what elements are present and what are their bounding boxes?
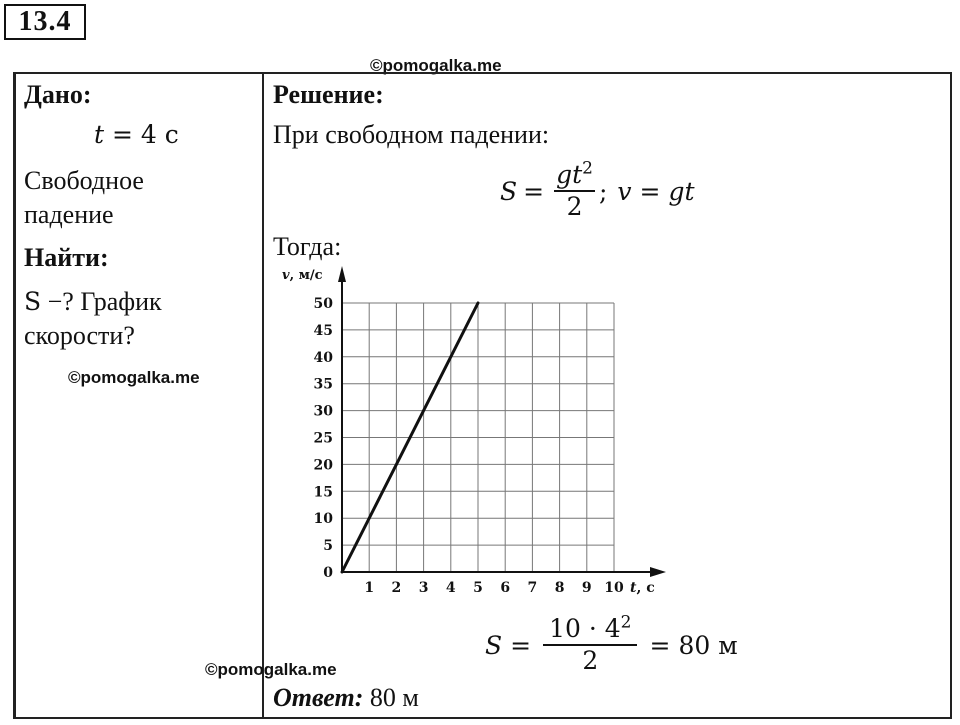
column-divider <box>262 72 264 719</box>
formula-sep: ; <box>598 176 608 206</box>
result-numerator <box>543 614 637 646</box>
formula-denominator: 2 <box>566 192 583 221</box>
y-tick-label: 45 <box>313 322 333 339</box>
x-tick-label: 4 <box>445 580 456 596</box>
chart-axis-labels <box>282 268 655 596</box>
solution-then: Тогда: <box>273 232 342 261</box>
result-eq: = <box>510 630 532 660</box>
y-tick-label: 10 <box>313 511 333 528</box>
result-lhs: S <box>485 630 503 660</box>
result-num-exp: 2 <box>620 612 632 633</box>
y-tick-label: 15 <box>313 484 333 501</box>
x-tick-label: 5 <box>473 580 483 596</box>
x-axis-label: t, с <box>630 580 655 596</box>
answer-label: Ответ: <box>273 683 364 712</box>
result-fraction <box>543 614 637 676</box>
x-tick-label: 8 <box>554 580 565 596</box>
formula-lhs: S <box>500 176 518 206</box>
time-unit: с <box>164 120 179 149</box>
answer-value: 80 м <box>363 683 419 712</box>
chart-tick-labels <box>314 296 624 596</box>
y-axis-label: v, м/с <box>282 268 323 283</box>
result-denominator: 2 <box>582 646 599 675</box>
formula-num-exp: 2 <box>582 158 593 179</box>
x-tick-label: 10 <box>604 580 624 596</box>
solution-intro: При свободном падении: <box>273 120 550 149</box>
y-tick-label: 30 <box>313 403 333 420</box>
problem-number: 13.4 <box>4 4 86 40</box>
y-tick-label: 35 <box>313 376 333 393</box>
x-tick-label: 6 <box>500 580 511 596</box>
formula-v-rhs: gt <box>668 176 695 206</box>
formula-num-base: gt <box>556 160 583 189</box>
y-tick-label: 50 <box>313 296 333 312</box>
x-tick-label: 2 <box>391 580 402 596</box>
answer-line <box>273 683 419 713</box>
solution-heading: Решение: <box>273 80 384 109</box>
y-tick-label: 25 <box>313 430 333 447</box>
given-condition-line2: падение <box>24 200 114 229</box>
watermark-left: ©pomogalka.me <box>68 368 200 387</box>
formula-v-eq: = <box>639 176 661 206</box>
given-time <box>94 120 179 150</box>
chart-axes <box>338 266 666 577</box>
watermark-bottom: ©pomogalka.me <box>205 660 337 679</box>
given-heading: Дано: <box>24 80 92 109</box>
find-line1 <box>24 287 162 317</box>
formula-free-fall <box>500 152 695 230</box>
result-eq2: = <box>649 630 671 660</box>
y-axis-arrow-icon <box>338 266 346 282</box>
time-eq: = <box>112 120 133 149</box>
formula-numerator <box>554 160 595 192</box>
chart-grid <box>342 303 614 572</box>
result-num-base: 10 · 4 <box>549 614 621 643</box>
find-line2: скорости? <box>24 321 135 350</box>
x-tick-label: 7 <box>527 580 538 596</box>
x-tick-label: 9 <box>581 580 592 596</box>
x-axis-arrow-icon <box>650 567 666 577</box>
result-value: 80 м <box>678 630 738 660</box>
formula-fraction <box>554 160 595 222</box>
velocity-chart <box>270 262 690 602</box>
x-tick-label: 1 <box>364 580 375 596</box>
find-heading: Найти: <box>24 243 109 272</box>
formula-result <box>485 606 738 684</box>
y-tick-label: 20 <box>313 457 333 474</box>
formula-v-var: v <box>617 176 632 206</box>
y-tick-label: 5 <box>323 538 333 555</box>
formula-eq: = <box>523 176 545 206</box>
time-var: t <box>94 120 105 149</box>
x-tick-label: 3 <box>418 580 429 596</box>
find-line1-rest: −? График <box>41 287 162 316</box>
given-condition-line1: Свободное <box>24 166 144 195</box>
find-var: S <box>24 287 42 316</box>
watermark-top: ©pomogalka.me <box>370 56 502 75</box>
time-value: 4 <box>140 120 157 149</box>
y-tick-label: 40 <box>313 349 333 366</box>
y-tick-label: 0 <box>323 565 333 581</box>
